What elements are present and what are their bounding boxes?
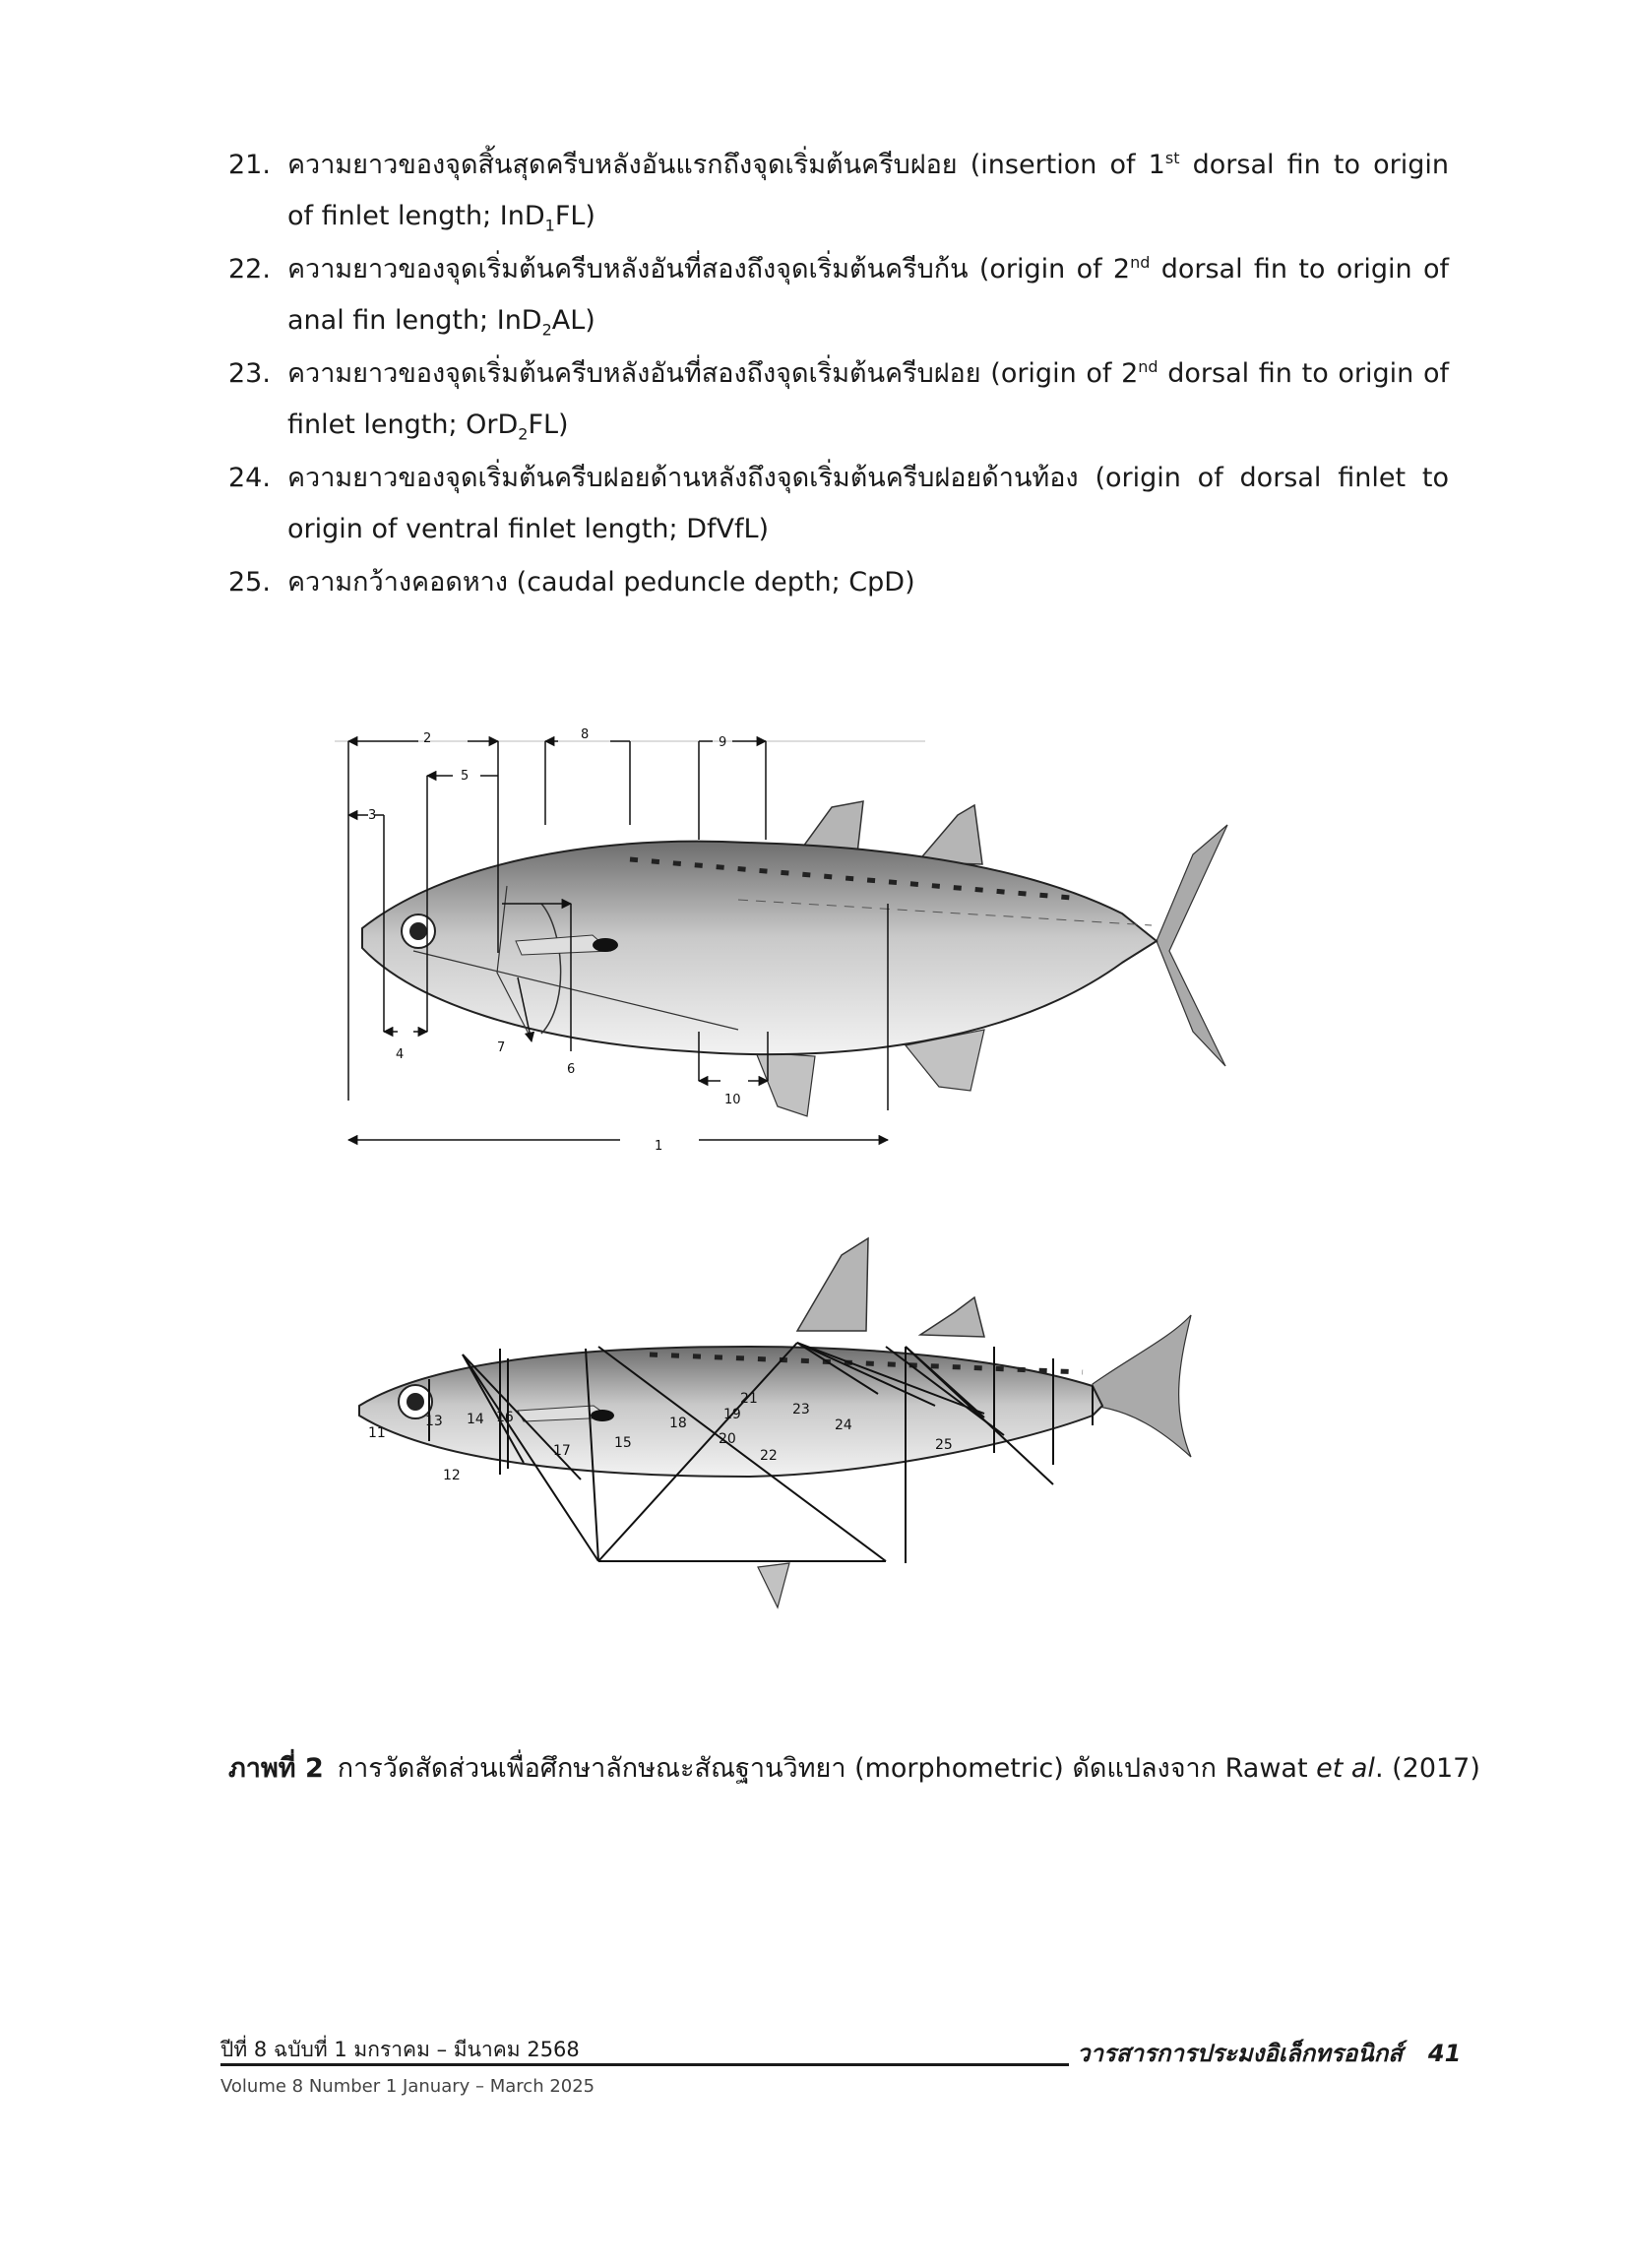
item-text: ความยาวของจุดเริ่มต้นครีบหลังอันที่สองถึงจุดเริ่มต้นครีบฝอย (origin of 2nd dorsal fin to origin of finlet length; OrD$_2$FL) [287,357,1449,444]
label-5: 5 [461,769,470,784]
caption-text: การวัดสัดส่วนเพื่อศึกษาลักษณะสัณฐานวิทยา (morphometric) ดัดแปลงจาก Rawat [337,1753,1317,1784]
caption-label: ภาพที่ 2 [228,1753,324,1784]
label-6: 6 [567,1062,576,1077]
label-19: 19 [723,1407,741,1422]
page-number: 41 [1427,2040,1462,2067]
item-text: ความยาวของจุดเริ่มต้นครีบฝอยด้านหลังถึงจุดเริ่มต้นครีบฝอยด้านท้อง (origin of dorsal finlet to origin of ventral finlet length; DfVfL) [287,463,1449,544]
figure-caption [228,1746,1480,1789]
morphometric-figure [335,717,1348,1711]
list-item [228,453,1449,555]
list-item [228,244,1449,346]
label-2: 2 [423,731,432,746]
label-20: 20 [719,1431,736,1447]
label-15: 15 [614,1435,632,1451]
thai-issue: ปีที่ 8 ฉบับที่ 1 มกราคม – มีนาคม 2568 [220,2038,580,2061]
label-10: 10 [724,1093,741,1107]
item-text: ความยาวของจุดเริ่มต้นครีบหลังอันที่สองถึงจุดเริ่มต้นครีบก้น (origin of 2nd dorsal fin to origin of anal fin length; InD$_2$AL) [287,253,1449,340]
item-number: 23. [228,358,271,389]
top-fish [362,801,1227,1116]
english-issue: Volume 8 Number 1 January – March 2025 [220,2076,595,2097]
item-number: 25. [228,567,271,598]
label-16: 16 [496,1410,514,1425]
label-9: 9 [719,735,727,750]
label-17: 17 [553,1443,571,1459]
footer-journal [1069,2034,1461,2072]
label-24: 24 [835,1418,852,1433]
item-number: 21. [228,150,271,180]
caption-italic: et al [1316,1753,1375,1784]
item-text: ความยาวของจุดสิ้นสุดครีบหลังอันแรกถึงจุดเริ่มต้นครีบฝอย (insertion of 1st dorsal fin to origin of finlet length; InD$_1$FL) [287,149,1449,235]
label-21: 21 [740,1391,758,1407]
label-22: 22 [760,1448,778,1464]
label-7: 7 [497,1040,506,1055]
label-8: 8 [581,727,590,742]
list-item [228,348,1449,451]
label-13: 13 [425,1414,443,1429]
journal-name: วารสารการประมงอิเล็กทรอนิกส์ [1077,2040,1403,2067]
label-25: 25 [935,1437,953,1453]
fish-illustration [335,717,1348,1711]
label-23: 23 [792,1402,810,1418]
label-1: 1 [655,1139,663,1154]
label-14: 14 [467,1412,484,1427]
measurement-list [228,140,1449,610]
label-18: 18 [669,1416,687,1431]
label-12: 12 [443,1468,461,1483]
item-text: ความกว้างคอดหาง (caudal peduncle depth; CpD) [287,567,915,598]
item-number: 22. [228,254,271,284]
label-11: 11 [368,1425,386,1441]
label-3: 3 [368,808,377,823]
list-item [228,140,1449,242]
label-4: 4 [396,1047,405,1062]
caption-text-end: . (2017) [1374,1753,1480,1784]
list-item [228,557,1449,608]
item-number: 24. [228,463,271,493]
